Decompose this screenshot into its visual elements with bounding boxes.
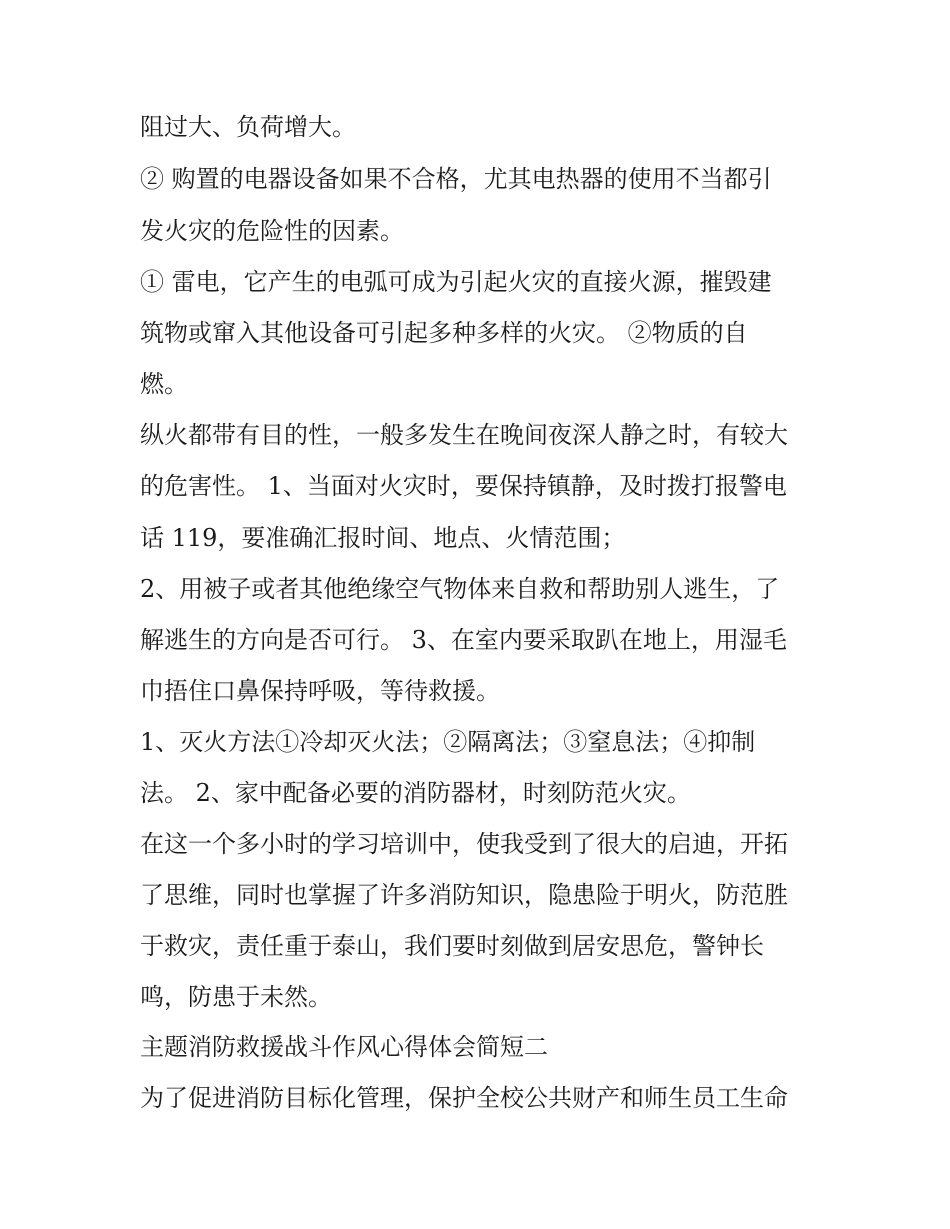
text-line: ① 雷电，它产生的电弧可成为引起火灾的直接火源，摧毁建 [140, 268, 772, 296]
text-line: 发火灾的危险性的因素。 [140, 217, 404, 245]
text-line: 巾捂住口鼻保持呼吸，等待救援。 [140, 677, 500, 705]
section-heading: 主题消防救援战斗作风心得体会简短二 [140, 1033, 548, 1061]
text-line: 的危害性。 1、当面对火灾时，要保持镇静，及时拨打报警电 [140, 472, 787, 500]
text-line: 鸣，防患于未然。 [140, 983, 332, 1011]
text-line: 在这一个多小时的学习培训中，使我受到了很大的启迪，开拓 [140, 830, 788, 858]
text-line: 为了促进消防目标化管理，保护全校公共财产和师生员工生命 [140, 1084, 788, 1112]
text-line: 燃。 [140, 370, 188, 398]
text-line: 话 119，要准确汇报时间、地点、火情范围； [140, 524, 626, 552]
text-line: 2、用被子或者其他绝缘空气物体来自救和帮助别人逃生，了 [140, 575, 780, 603]
text-line: 法。 2、家中配备必要的消防器材，时刻防范火灾。 [140, 779, 691, 807]
text-line: 于救灾，责任重于泰山，我们要时刻做到居安思危，警钟长 [140, 932, 764, 960]
text-line: 解逃生的方向是否可行。 3、在室内要采取趴在地上，用湿毛 [140, 626, 787, 654]
text-line: ② 购置的电器设备如果不合格，尤其电热器的使用不当都引 [140, 165, 772, 193]
text-line: 纵火都带有目的性，一般多发生在晚间夜深人静之时，有较大 [140, 421, 788, 449]
text-line: 筑物或窜入其他设备可引起多种多样的火灾。 ②物质的自 [140, 319, 748, 347]
text-line: 阻过大、负荷增大。 [140, 113, 356, 141]
text-line: 了思维，同时也掌握了许多消防知识，隐患险于明火，防范胜 [140, 881, 788, 909]
text-line: 1、灭火方法①冷却灭火法；②隔离法；③窒息法；④抑制 [140, 728, 756, 756]
